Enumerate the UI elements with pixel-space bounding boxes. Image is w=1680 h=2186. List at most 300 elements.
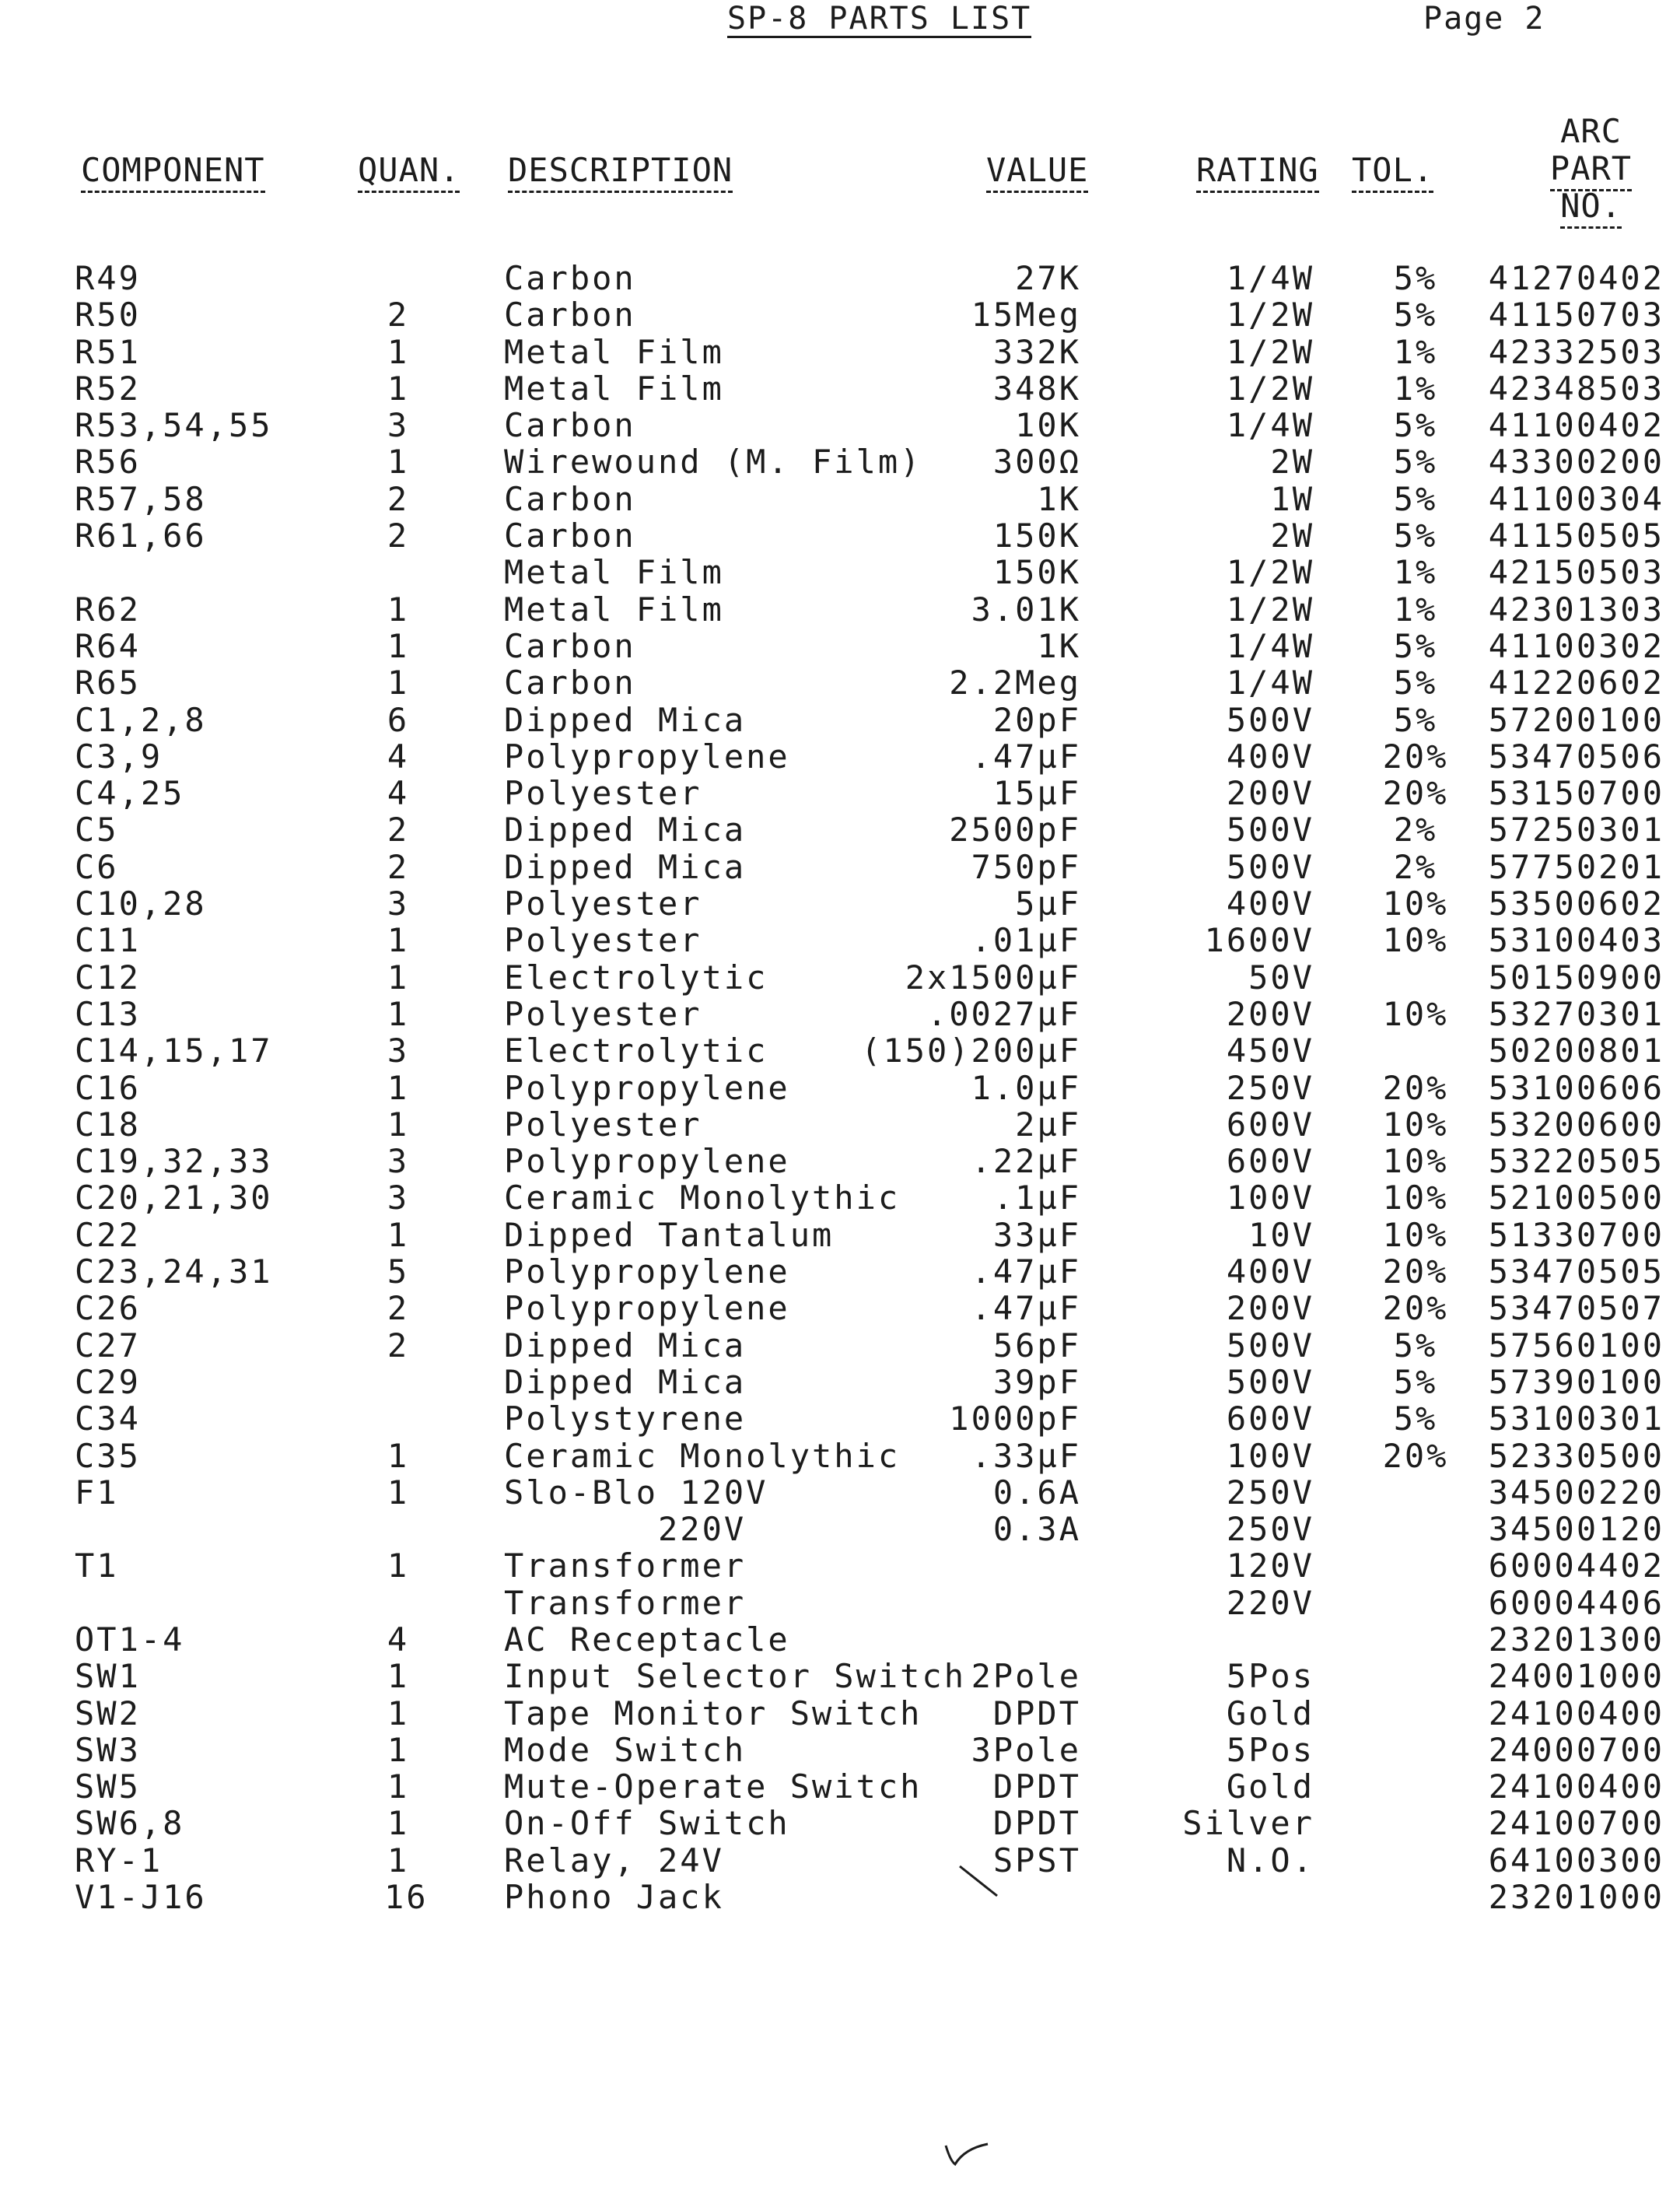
part-number-cell: 53500602 bbox=[1488, 885, 1664, 923]
description-cell: Polyester bbox=[504, 1105, 702, 1144]
table-row bbox=[0, 1400, 1680, 1437]
table-row bbox=[0, 517, 1680, 554]
description-cell: Wirewound (M. Film) bbox=[504, 443, 922, 482]
description-cell: Metal Film bbox=[504, 590, 724, 629]
table-row bbox=[0, 1070, 1680, 1106]
rating-cell: 1/4W bbox=[1226, 626, 1314, 665]
tolerance-cell: 1% bbox=[1393, 369, 1438, 408]
column-header-component bbox=[81, 152, 265, 189]
quantity-cell: 1 bbox=[387, 1730, 410, 1769]
component-cell: C11 bbox=[75, 921, 141, 960]
quantity-cell: 2 bbox=[387, 1289, 410, 1328]
part-number-cell: 24100700 bbox=[1488, 1804, 1664, 1843]
rating-cell: 2W bbox=[1270, 517, 1314, 555]
column-header-description-label: DESCRIPTION bbox=[508, 151, 733, 193]
value-cell: 20pF bbox=[992, 700, 1081, 739]
part-number-cell: 41100304 bbox=[1488, 479, 1664, 518]
tolerance-cell: 10% bbox=[1382, 1179, 1449, 1217]
table-row bbox=[0, 775, 1680, 811]
value-cell: 56pF bbox=[992, 1326, 1081, 1364]
value-cell: 10K bbox=[1015, 406, 1081, 445]
quantity-cell: 2 bbox=[387, 517, 410, 555]
value-cell: 0.3A bbox=[992, 1510, 1081, 1549]
table-row bbox=[0, 1253, 1680, 1290]
quantity-cell: 6 bbox=[387, 700, 410, 739]
tolerance-cell: 5% bbox=[1393, 626, 1438, 665]
description-cell: Carbon bbox=[504, 626, 636, 665]
component-cell: SW6,8 bbox=[75, 1804, 185, 1843]
table-row bbox=[0, 1768, 1680, 1805]
component-cell: R65 bbox=[75, 664, 141, 702]
rating-cell: 250V bbox=[1226, 1068, 1314, 1107]
rating-cell: 1/2W bbox=[1226, 590, 1314, 629]
tolerance-cell: 5% bbox=[1393, 1400, 1438, 1438]
value-cell: .22µF bbox=[971, 1142, 1081, 1181]
component-cell: C20,21,30 bbox=[75, 1179, 273, 1217]
rating-cell: 250V bbox=[1226, 1510, 1314, 1549]
table-row bbox=[0, 1032, 1680, 1069]
value-cell: 332K bbox=[992, 332, 1081, 371]
tolerance-cell: 10% bbox=[1382, 994, 1449, 1033]
component-cell: R57,58 bbox=[75, 479, 207, 518]
table-row bbox=[0, 1842, 1680, 1879]
component-cell: RY-1 bbox=[75, 1841, 163, 1879]
description-cell: Polypropylene bbox=[504, 1252, 790, 1291]
value-cell: .47µF bbox=[971, 737, 1081, 776]
component-cell: SW3 bbox=[75, 1730, 141, 1769]
table-row bbox=[0, 1585, 1680, 1621]
description-cell: Polyester bbox=[504, 994, 702, 1033]
rating-cell: 100V bbox=[1226, 1179, 1314, 1217]
pen-stroke-mark bbox=[957, 1863, 1003, 1902]
rating-cell: 220V bbox=[1226, 1583, 1314, 1622]
component-cell: R49 bbox=[75, 259, 141, 297]
quantity-cell: 1 bbox=[387, 1547, 410, 1585]
table-row bbox=[0, 702, 1680, 738]
value-cell: 150K bbox=[992, 553, 1081, 592]
rating-cell: 600V bbox=[1226, 1105, 1314, 1144]
rating-cell: 600V bbox=[1226, 1142, 1314, 1181]
part-number-cell: 42348503 bbox=[1488, 369, 1664, 408]
description-cell: Polypropylene bbox=[504, 1068, 790, 1107]
tolerance-cell: 10% bbox=[1382, 1142, 1449, 1181]
quantity-cell: 16 bbox=[384, 1878, 429, 1917]
component-cell: SW5 bbox=[75, 1767, 141, 1806]
description-cell: Carbon bbox=[504, 479, 636, 518]
rating-cell: 1W bbox=[1270, 479, 1314, 518]
component-cell: R64 bbox=[75, 626, 141, 665]
description-cell: Polyester bbox=[504, 921, 702, 960]
description-cell: 220V bbox=[504, 1510, 747, 1549]
description-cell: Slo-Blo 120V bbox=[504, 1473, 768, 1512]
rating-cell: 200V bbox=[1226, 774, 1314, 813]
description-cell: Polyester bbox=[504, 885, 702, 923]
tolerance-cell: 5% bbox=[1393, 259, 1438, 297]
quantity-cell: 2 bbox=[387, 296, 410, 335]
value-cell: 0.6A bbox=[992, 1473, 1081, 1512]
tolerance-cell: 1% bbox=[1393, 553, 1438, 592]
description-cell: Carbon bbox=[504, 517, 636, 555]
quantity-cell: 3 bbox=[387, 406, 410, 445]
tolerance-cell: 10% bbox=[1382, 885, 1449, 923]
column-header-tolerance-label: TOL. bbox=[1352, 151, 1433, 193]
rating-cell: 1/2W bbox=[1226, 296, 1314, 335]
part-number-cell: 42332503 bbox=[1488, 332, 1664, 371]
rating-cell: 200V bbox=[1226, 1289, 1314, 1328]
quantity-cell: 3 bbox=[387, 1142, 410, 1181]
tolerance-cell: 20% bbox=[1382, 1436, 1449, 1475]
part-number-cell: 23201300 bbox=[1488, 1620, 1664, 1659]
description-cell: Input Selector Switch bbox=[504, 1657, 967, 1696]
table-row bbox=[0, 1879, 1680, 1915]
component-cell: C16 bbox=[75, 1068, 141, 1107]
rating-cell: 1/2W bbox=[1226, 369, 1314, 408]
table-row bbox=[0, 922, 1680, 958]
rating-cell: Silver bbox=[1182, 1804, 1314, 1843]
component-cell: OT1-4 bbox=[75, 1620, 185, 1659]
table-row bbox=[0, 996, 1680, 1032]
description-cell: Polypropylene bbox=[504, 1289, 790, 1328]
quantity-cell: 1 bbox=[387, 664, 410, 702]
table-row bbox=[0, 1143, 1680, 1179]
column-header-rating bbox=[1196, 152, 1319, 189]
value-cell: 33µF bbox=[992, 1215, 1081, 1254]
rating-cell: 400V bbox=[1226, 885, 1314, 923]
table-row bbox=[0, 811, 1680, 848]
quantity-cell: 1 bbox=[387, 1473, 410, 1512]
part-number-cell: 53200600 bbox=[1488, 1105, 1664, 1144]
tolerance-cell: 5% bbox=[1393, 479, 1438, 518]
table-row bbox=[0, 481, 1680, 517]
value-cell: 5µF bbox=[1015, 885, 1081, 923]
table-row bbox=[0, 664, 1680, 701]
tolerance-cell: 2% bbox=[1393, 847, 1438, 886]
component-cell: C4,25 bbox=[75, 774, 185, 813]
value-cell: 15µF bbox=[992, 774, 1081, 813]
description-cell: Dipped Tantalum bbox=[504, 1215, 835, 1254]
rating-cell: 1/4W bbox=[1226, 406, 1314, 445]
component-cell: C27 bbox=[75, 1326, 141, 1364]
part-number-cell: 41100402 bbox=[1488, 406, 1664, 445]
value-cell: 2x1500µF bbox=[905, 958, 1081, 997]
column-header-value bbox=[986, 152, 1088, 189]
quantity-cell: 1 bbox=[387, 626, 410, 665]
description-cell: Ceramic Monolythic bbox=[504, 1436, 901, 1475]
description-cell: Metal Film bbox=[504, 369, 724, 408]
table-row bbox=[0, 1621, 1680, 1658]
description-cell: Mute-Operate Switch bbox=[504, 1767, 922, 1806]
component-cell: R50 bbox=[75, 296, 141, 335]
table-row bbox=[0, 296, 1680, 333]
description-cell: Carbon bbox=[504, 406, 636, 445]
table-row bbox=[0, 628, 1680, 664]
part-number-cell: 23201000 bbox=[1488, 1878, 1664, 1917]
value-cell: .47µF bbox=[971, 1289, 1081, 1328]
tolerance-cell: 10% bbox=[1382, 1215, 1449, 1254]
table-row bbox=[0, 849, 1680, 885]
description-cell: Dipped Mica bbox=[504, 700, 747, 739]
component-cell: R61,66 bbox=[75, 517, 207, 555]
quantity-cell: 2 bbox=[387, 847, 410, 886]
value-cell: 150K bbox=[992, 517, 1081, 555]
quantity-cell: 1 bbox=[387, 1105, 410, 1144]
rating-cell: 450V bbox=[1226, 1032, 1314, 1070]
component-cell: C18 bbox=[75, 1105, 141, 1144]
table-row bbox=[0, 407, 1680, 443]
component-cell: C5 bbox=[75, 811, 119, 850]
rating-cell: 5Pos bbox=[1226, 1730, 1314, 1769]
description-cell: Mode Switch bbox=[504, 1730, 747, 1769]
quantity-cell: 2 bbox=[387, 479, 410, 518]
quantity-cell: 1 bbox=[387, 1068, 410, 1107]
component-cell: C10,28 bbox=[75, 885, 207, 923]
table-row bbox=[0, 370, 1680, 407]
component-cell: C23,24,31 bbox=[75, 1252, 273, 1291]
table-row bbox=[0, 1805, 1680, 1841]
tolerance-cell: 5% bbox=[1393, 700, 1438, 739]
value-cell: 1000pF bbox=[949, 1400, 1081, 1438]
rating-cell: 1/2W bbox=[1226, 332, 1314, 371]
value-cell: (150)200µF bbox=[861, 1032, 1081, 1070]
value-cell: 300Ω bbox=[992, 443, 1081, 482]
rating-cell: 500V bbox=[1226, 811, 1314, 850]
value-cell: DPDT bbox=[992, 1767, 1081, 1806]
quantity-cell: 1 bbox=[387, 958, 410, 997]
part-number-cell: 53100301 bbox=[1488, 1400, 1664, 1438]
tolerance-cell: 1% bbox=[1393, 332, 1438, 371]
tolerance-cell: 10% bbox=[1382, 1105, 1449, 1144]
part-number-cell: 34500120 bbox=[1488, 1510, 1664, 1549]
rating-cell: 250V bbox=[1226, 1473, 1314, 1512]
tolerance-cell: 20% bbox=[1382, 774, 1449, 813]
tolerance-cell: 1% bbox=[1393, 590, 1438, 629]
table-row bbox=[0, 443, 1680, 480]
quantity-cell: 1 bbox=[387, 921, 410, 960]
part-number-cell: 57750201 bbox=[1488, 847, 1664, 886]
tolerance-cell: 5% bbox=[1393, 1326, 1438, 1364]
description-cell: Dipped Mica bbox=[504, 811, 747, 850]
table-row bbox=[0, 260, 1680, 296]
tolerance-cell: 5% bbox=[1393, 664, 1438, 702]
description-cell: Tape Monitor Switch bbox=[504, 1694, 922, 1732]
part-number-cell: 41100302 bbox=[1488, 626, 1664, 665]
part-number-cell: 53470506 bbox=[1488, 737, 1664, 776]
part-number-cell: 24001000 bbox=[1488, 1657, 1664, 1696]
quantity-cell: 4 bbox=[387, 1620, 410, 1659]
component-cell: R53,54,55 bbox=[75, 406, 273, 445]
value-cell: .0027µF bbox=[926, 994, 1081, 1033]
table-row bbox=[0, 1217, 1680, 1253]
description-cell: Electrolytic bbox=[504, 958, 768, 997]
column-header-component-label: COMPONENT bbox=[81, 151, 265, 193]
part-number-cell: 53100606 bbox=[1488, 1068, 1664, 1107]
component-cell: R62 bbox=[75, 590, 141, 629]
part-number-cell: 52100500 bbox=[1488, 1179, 1664, 1217]
tolerance-cell: 5% bbox=[1393, 443, 1438, 482]
quantity-cell: 3 bbox=[387, 1179, 410, 1217]
value-cell: 2.2Meg bbox=[949, 664, 1081, 702]
column-header-description bbox=[508, 152, 733, 189]
rating-cell: 5Pos bbox=[1226, 1657, 1314, 1696]
quantity-cell: 1 bbox=[387, 1841, 410, 1879]
table-row bbox=[0, 1511, 1680, 1547]
component-cell: C29 bbox=[75, 1362, 141, 1401]
rating-cell: 500V bbox=[1226, 847, 1314, 886]
part-number-cell: 41150703 bbox=[1488, 296, 1664, 335]
table-row bbox=[0, 885, 1680, 922]
rating-cell: 500V bbox=[1226, 700, 1314, 739]
quantity-cell: 2 bbox=[387, 1326, 410, 1364]
rating-cell: 2W bbox=[1270, 443, 1314, 482]
value-cell: 2Pole bbox=[971, 1657, 1081, 1696]
description-cell: Phono Jack bbox=[504, 1878, 724, 1917]
rating-cell: 1/4W bbox=[1226, 664, 1314, 702]
value-cell: 2µF bbox=[1015, 1105, 1081, 1144]
quantity-cell: 1 bbox=[387, 1436, 410, 1475]
table-row bbox=[0, 1658, 1680, 1694]
description-cell: Polystyrene bbox=[504, 1400, 747, 1438]
component-cell: C34 bbox=[75, 1400, 141, 1438]
description-cell: Transformer bbox=[504, 1547, 747, 1585]
component-cell: C12 bbox=[75, 958, 141, 997]
tolerance-cell: 20% bbox=[1382, 1252, 1449, 1291]
component-cell: F1 bbox=[75, 1473, 119, 1512]
description-cell: Metal Film bbox=[504, 553, 724, 592]
value-cell: SPST bbox=[992, 1841, 1081, 1879]
component-cell: C13 bbox=[75, 994, 141, 1033]
description-cell: Relay, 24V bbox=[504, 1841, 724, 1879]
part-number-cell: 43300200 bbox=[1488, 443, 1664, 482]
value-cell: 348K bbox=[992, 369, 1081, 408]
column-header-tolerance bbox=[1352, 152, 1433, 189]
table-row bbox=[0, 1364, 1680, 1400]
rating-cell: 400V bbox=[1226, 737, 1314, 776]
component-cell: SW1 bbox=[75, 1657, 141, 1696]
part-number-cell: 50200801 bbox=[1488, 1032, 1664, 1070]
quantity-cell: 1 bbox=[387, 1767, 410, 1806]
rating-cell: 100V bbox=[1226, 1436, 1314, 1475]
page-number: Page 2 bbox=[1423, 1, 1545, 37]
value-cell: 750pF bbox=[971, 847, 1081, 886]
table-row bbox=[0, 1290, 1680, 1326]
rating-cell: 400V bbox=[1226, 1252, 1314, 1291]
part-number-cell: 53220505 bbox=[1488, 1142, 1664, 1181]
value-cell: .33µF bbox=[971, 1436, 1081, 1475]
component-cell: C19,32,33 bbox=[75, 1142, 273, 1181]
table-row bbox=[0, 1732, 1680, 1768]
part-number-cell: 57560100 bbox=[1488, 1326, 1664, 1364]
value-cell: 1K bbox=[1037, 626, 1081, 665]
tolerance-cell: 20% bbox=[1382, 1068, 1449, 1107]
component-cell: C26 bbox=[75, 1289, 141, 1328]
value-cell: 15Meg bbox=[971, 296, 1081, 335]
table-row bbox=[0, 1474, 1680, 1511]
column-header-arc-part-no bbox=[1515, 113, 1667, 225]
description-cell: Metal Film bbox=[504, 332, 724, 371]
table-row bbox=[0, 738, 1680, 775]
quantity-cell: 4 bbox=[387, 774, 410, 813]
component-cell: C14,15,17 bbox=[75, 1032, 273, 1070]
part-number-cell: 53470505 bbox=[1488, 1252, 1664, 1291]
value-cell: .47µF bbox=[971, 1252, 1081, 1291]
rating-cell: N.O. bbox=[1226, 1841, 1314, 1879]
component-cell: R56 bbox=[75, 443, 141, 482]
table-row bbox=[0, 1327, 1680, 1364]
description-cell: Dipped Mica bbox=[504, 1326, 747, 1364]
part-number-cell: 53270301 bbox=[1488, 994, 1664, 1033]
value-cell: 1K bbox=[1037, 479, 1081, 518]
rating-cell: 50V bbox=[1248, 958, 1314, 997]
value-cell: 3Pole bbox=[971, 1730, 1081, 1769]
description-cell: Polypropylene bbox=[504, 737, 790, 776]
rating-cell: 10V bbox=[1248, 1215, 1314, 1254]
part-number-cell: 50150900 bbox=[1488, 958, 1664, 997]
check-mark bbox=[941, 2138, 996, 2169]
description-cell: Ceramic Monolythic bbox=[504, 1179, 901, 1217]
part-number-cell: 60004402 bbox=[1488, 1547, 1664, 1585]
rating-cell: 500V bbox=[1226, 1326, 1314, 1364]
value-cell: 27K bbox=[1015, 259, 1081, 297]
table-row bbox=[0, 1547, 1680, 1584]
component-cell: C22 bbox=[75, 1215, 141, 1254]
description-cell: Dipped Mica bbox=[504, 1362, 747, 1401]
column-header-value-label: VALUE bbox=[986, 151, 1088, 193]
table-row bbox=[0, 591, 1680, 628]
rating-cell: 120V bbox=[1226, 1547, 1314, 1585]
quantity-cell: 1 bbox=[387, 590, 410, 629]
parts-table bbox=[0, 260, 1680, 1915]
description-cell: Transformer bbox=[504, 1583, 747, 1622]
description-cell: Polypropylene bbox=[504, 1142, 790, 1181]
component-cell: C6 bbox=[75, 847, 119, 886]
column-header-quantity-label: QUAN. bbox=[358, 151, 460, 193]
description-cell: Carbon bbox=[504, 296, 636, 335]
part-number-cell: 24000700 bbox=[1488, 1730, 1664, 1769]
table-row bbox=[0, 1179, 1680, 1216]
part-number-cell: 53470507 bbox=[1488, 1289, 1664, 1328]
table-row bbox=[0, 554, 1680, 590]
table-row bbox=[0, 1106, 1680, 1143]
column-header-arc-line1: ARC bbox=[1560, 112, 1622, 150]
component-cell: V1-J16 bbox=[75, 1878, 207, 1917]
quantity-cell: 2 bbox=[387, 811, 410, 850]
part-number-cell: 42301303 bbox=[1488, 590, 1664, 629]
part-number-cell: 24100400 bbox=[1488, 1694, 1664, 1732]
quantity-cell: 5 bbox=[387, 1252, 410, 1291]
tolerance-cell: 5% bbox=[1393, 1362, 1438, 1401]
quantity-cell: 1 bbox=[387, 443, 410, 482]
description-cell: On-Off Switch bbox=[504, 1804, 790, 1843]
part-number-cell: 57250301 bbox=[1488, 811, 1664, 850]
rating-cell: 500V bbox=[1226, 1362, 1314, 1401]
component-cell: R51 bbox=[75, 332, 141, 371]
rating-cell: 1/4W bbox=[1226, 259, 1314, 297]
value-cell: 1.0µF bbox=[971, 1068, 1081, 1107]
value-cell: 39pF bbox=[992, 1362, 1081, 1401]
part-number-cell: 60004406 bbox=[1488, 1583, 1664, 1622]
part-number-cell: 42150503 bbox=[1488, 553, 1664, 592]
value-cell: .1µF bbox=[992, 1179, 1081, 1217]
quantity-cell: 1 bbox=[387, 1657, 410, 1696]
component-cell: T1 bbox=[75, 1547, 119, 1585]
column-header-quantity bbox=[358, 152, 460, 189]
value-cell: 2500pF bbox=[949, 811, 1081, 850]
tolerance-cell: 5% bbox=[1393, 406, 1438, 445]
quantity-cell: 1 bbox=[387, 1694, 410, 1732]
part-number-cell: 41220602 bbox=[1488, 664, 1664, 702]
tolerance-cell: 20% bbox=[1382, 737, 1449, 776]
value-cell: 3.01K bbox=[971, 590, 1081, 629]
